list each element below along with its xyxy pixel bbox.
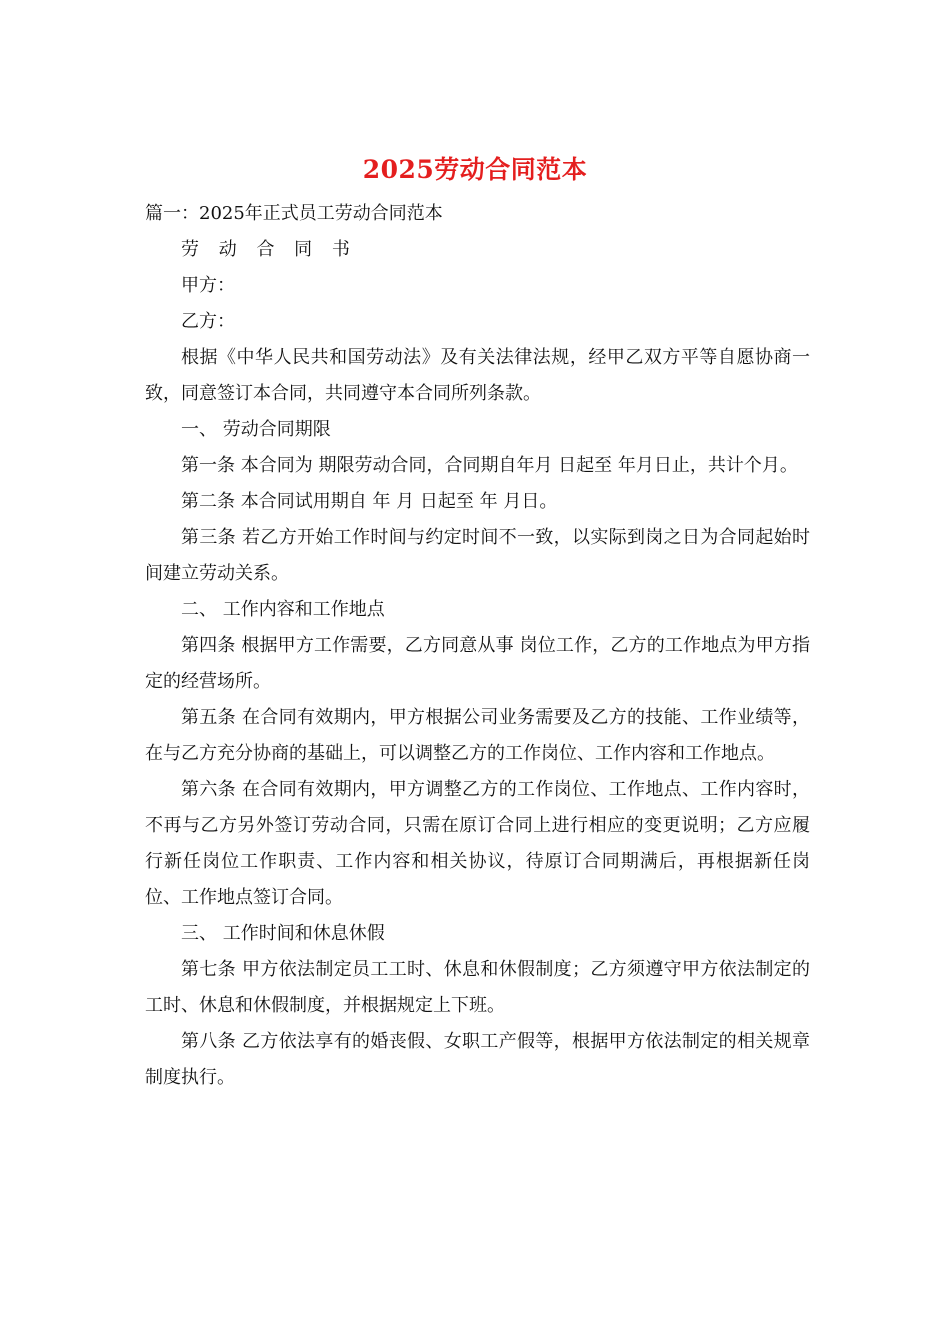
article-2: 第二条 本合同试用期自 年 月 日起至 年 月日。 [181,491,558,512]
article-8: 第八条 乙方依法享有的婚丧假、女职工产假等，根据甲方依法制定的相关规章制度执行。 [145,1031,810,1088]
contract-title: 劳 动 合 同 书 [181,239,357,260]
chapter-heading-1: 一、 劳动合同期限 [181,419,331,440]
article-1: 第一条 本合同为 期限劳动合同，合同期自年月 日起至 年月日止，共计个月。 [181,455,798,476]
article-5: 第五条 在合同有效期内，甲方根据公司业务需要及乙方的技能、工作业绩等，在与乙方充分协商的基础上，可以调整乙方的工作岗位、工作内容和工作地点。 [145,707,810,764]
document-body [145,196,810,1096]
article-7: 第七条 甲方依法制定员工工时、休息和休假制度；乙方须遵守甲方依法制定的工时、休息和休假制度，并根据规定上下班。 [145,959,810,1016]
article-3: 第三条 若乙方开始工作时间与约定时间不一致，以实际到岗之日为合同起始时间建立劳动关系。 [145,527,810,584]
article-6: 第六条 在合同有效期内，甲方调整乙方的工作岗位、工作地点、工作内容时，不再与乙方另外签订劳动合同，只需在原订合同上进行相应的变更说明；乙方应履行新任岗位工作职责、工作内容和相关协议，待原订合同期满后，再根据新任岗位、工作地点签订合同。 [145,779,810,908]
document-title: 2025劳动合同范本 [362,155,588,184]
party-a-label: 甲方： [181,275,235,296]
section-heading: 篇一：2025年正式员工劳动合同范本 [145,203,443,224]
party-b-label: 乙方： [181,311,235,332]
chapter-heading-3: 三、 工作时间和休息休假 [181,923,385,944]
preamble-paragraph: 根据《中华人民共和国劳动法》及有关法律法规，经甲乙双方平等自愿协商一致，同意签订本合同，共同遵守本合同所列条款。 [145,347,810,404]
article-4: 第四条 根据甲方工作需要，乙方同意从事 岗位工作，乙方的工作地点为甲方指定的经营场所。 [145,635,810,692]
chapter-heading-2: 二、 工作内容和工作地点 [181,599,385,620]
